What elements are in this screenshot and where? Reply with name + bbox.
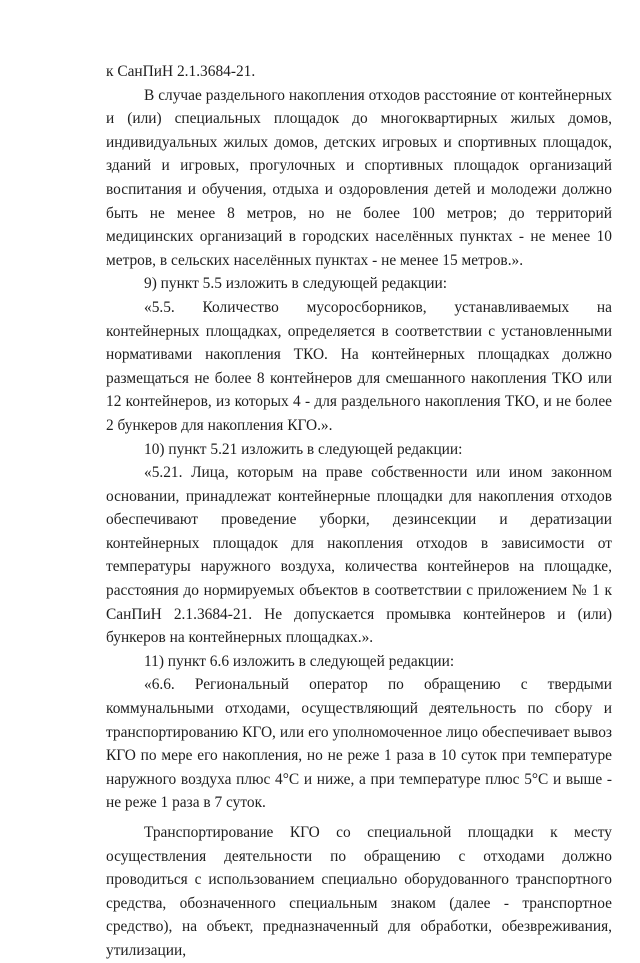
paragraph-transport: Транспортирование КГО со специальной площадки к месту осуществления деятельности по обращению с отходами должно проводиться с использованием специально оборудованного транспортного средства, обозначенного специальным знаком (далее - транспортное средство), на объект, предназначенный для обработки, обезвреживания, утилизации, [106, 824, 612, 959]
paragraph-item-9-heading: 9) пункт 5.5 изложить в следующей редакции: [144, 275, 448, 293]
paragraph-item-5-5: «5.5. Количество мусоросборников, устанавливаемых на контейнерных площадках, определяется в соответствии с установленными нормативами накопления ТКО. На контейнерных площадках должно размещаться не более 8 контейнеров для смешанного накопления ТКО или 12 контейнеров, из которых 4 - для раздельного накопления ТКО, и не более 2 бункеров для накопления КГО.». [106, 298, 612, 434]
document-body [106, 60, 612, 963]
paragraph-item-11-heading: 11) пункт 6.6 изложить в следующей редакции: [144, 652, 455, 670]
paragraph-item-6-6: «6.6. Региональный оператор по обращению с твердыми коммунальными отходами, осуществляющий деятельность по сбору и транспортированию КГО, или его уполномоченное лицо обеспечивает вывоз КГО по мере его накопления, но не реже 1 раза в 10 суток при температуре наружного воздуха плюс 4°С и ниже, а при температуре плюс 5°С и выше - не реже 1 раза в 7 суток. [106, 676, 612, 812]
paragraph-distance-rules: В случае раздельного накопления отходов расстояние от контейнерных и (или) специальных площадок до многоквартирных жилых домов, индивидуальных жилых домов, детских игровых и спортивных площадок, зданий и игровых, прогулочных и спортивных площадок организаций воспитания и обучения, отдыха и оздоровления детей и молодежи должно быть не менее 8 метров, но не более 100 метров; до территорий медицинских организаций в городских населённых пунктах - не менее 10 метров, в сельских населённых пунктах - не менее 15 метров.». [106, 86, 612, 269]
paragraph-item-10-heading: 10) пункт 5.21 изложить в следующей редакции: [144, 440, 463, 458]
paragraph-item-5-21: «5.21. Лица, которым на праве собственности или ином законном основании, принадлежат контейнерные площадки для накопления отходов обеспечивают проведение уборки, дезинсекции и дератизации контейнерных площадок для накопления отходов в зависимости от температуры наружного воздуха, количества контейнеров на площадке, расстояния до нормируемых объектов в соответствии с приложением № 1 к СанПиН 2.1.3684-21. Не допускается промывка контейнеров и (или) бункеров на контейнерных площадках.». [106, 464, 612, 647]
paragraph-reference: к СанПиН 2.1.3684-21. [106, 63, 256, 80]
